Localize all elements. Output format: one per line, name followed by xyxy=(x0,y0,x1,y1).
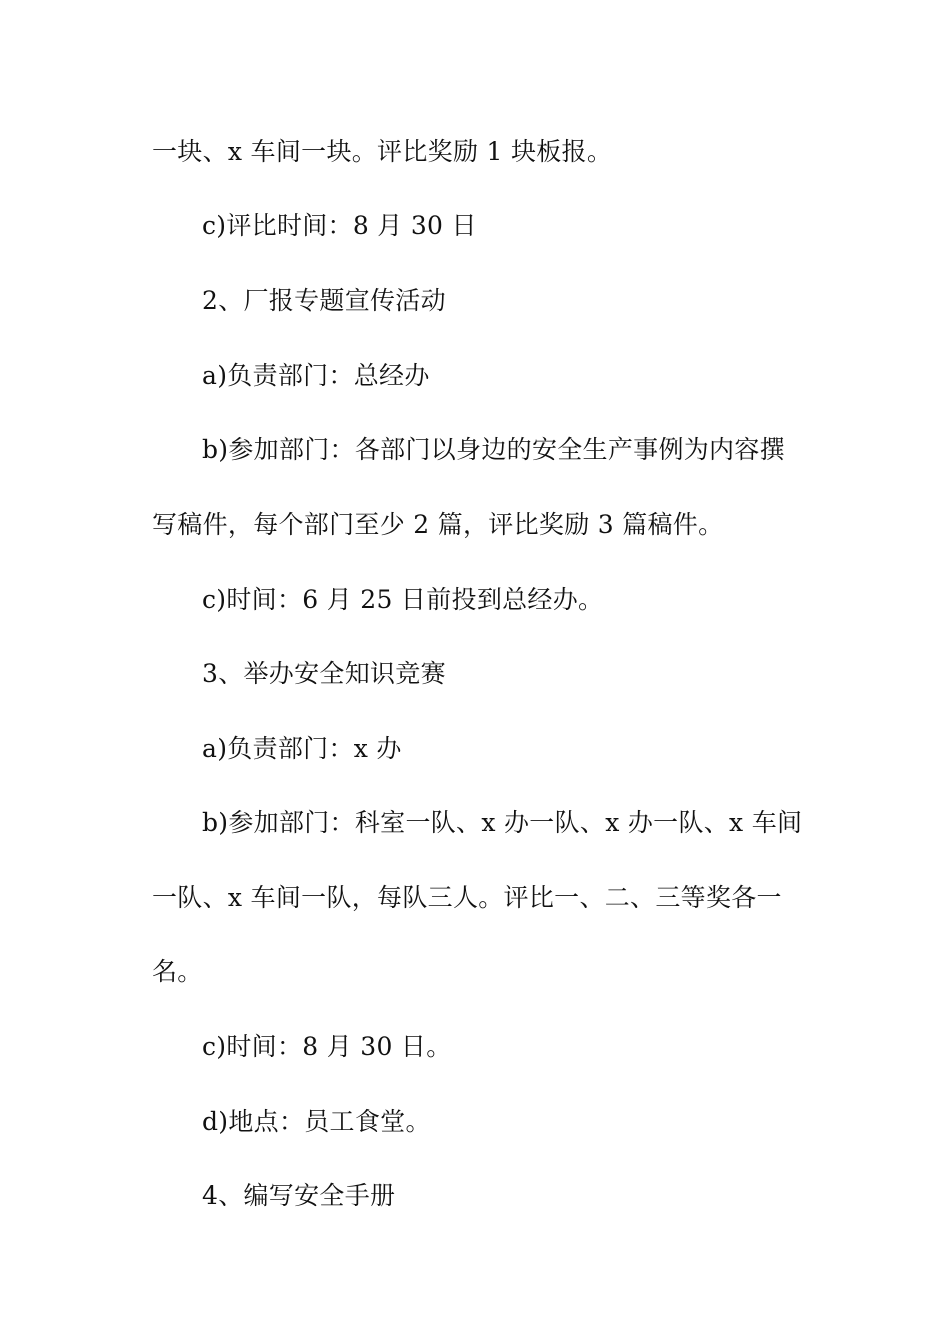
text-line: c)评比时间：8 月 30 日 xyxy=(202,211,477,240)
text-line: b)参加部门：各部门以身边的安全生产事例为内容撰 xyxy=(202,435,785,464)
section-heading: 3、举办安全知识竞赛 xyxy=(202,659,446,688)
text-line: b)参加部门：科室一队、x 办一队、x 办一队、x 车间 xyxy=(202,808,803,837)
text-line: 写稿件，每个部门至少 2 篇，评比奖励 3 篇稿件。 xyxy=(152,510,724,539)
text-line: 一块、x 车间一块。评比奖励 1 块板报。 xyxy=(152,137,613,166)
text-line: c)时间：6 月 25 日前投到总经办。 xyxy=(202,585,604,614)
section-heading: 2、厂报专题宣传活动 xyxy=(202,286,446,315)
text-line: a)负责部门：总经办 xyxy=(202,361,430,390)
text-line: d)地点：员工食堂。 xyxy=(202,1107,431,1136)
text-line: c)时间：8 月 30 日。 xyxy=(202,1032,452,1061)
text-line: a)负责部门：x 办 xyxy=(202,734,402,763)
section-heading: 4、编写安全手册 xyxy=(202,1181,396,1210)
text-line: 名。 xyxy=(152,957,203,986)
text-line: 一队、x 车间一队，每队三人。评比一、二、三等奖各一 xyxy=(152,883,782,912)
